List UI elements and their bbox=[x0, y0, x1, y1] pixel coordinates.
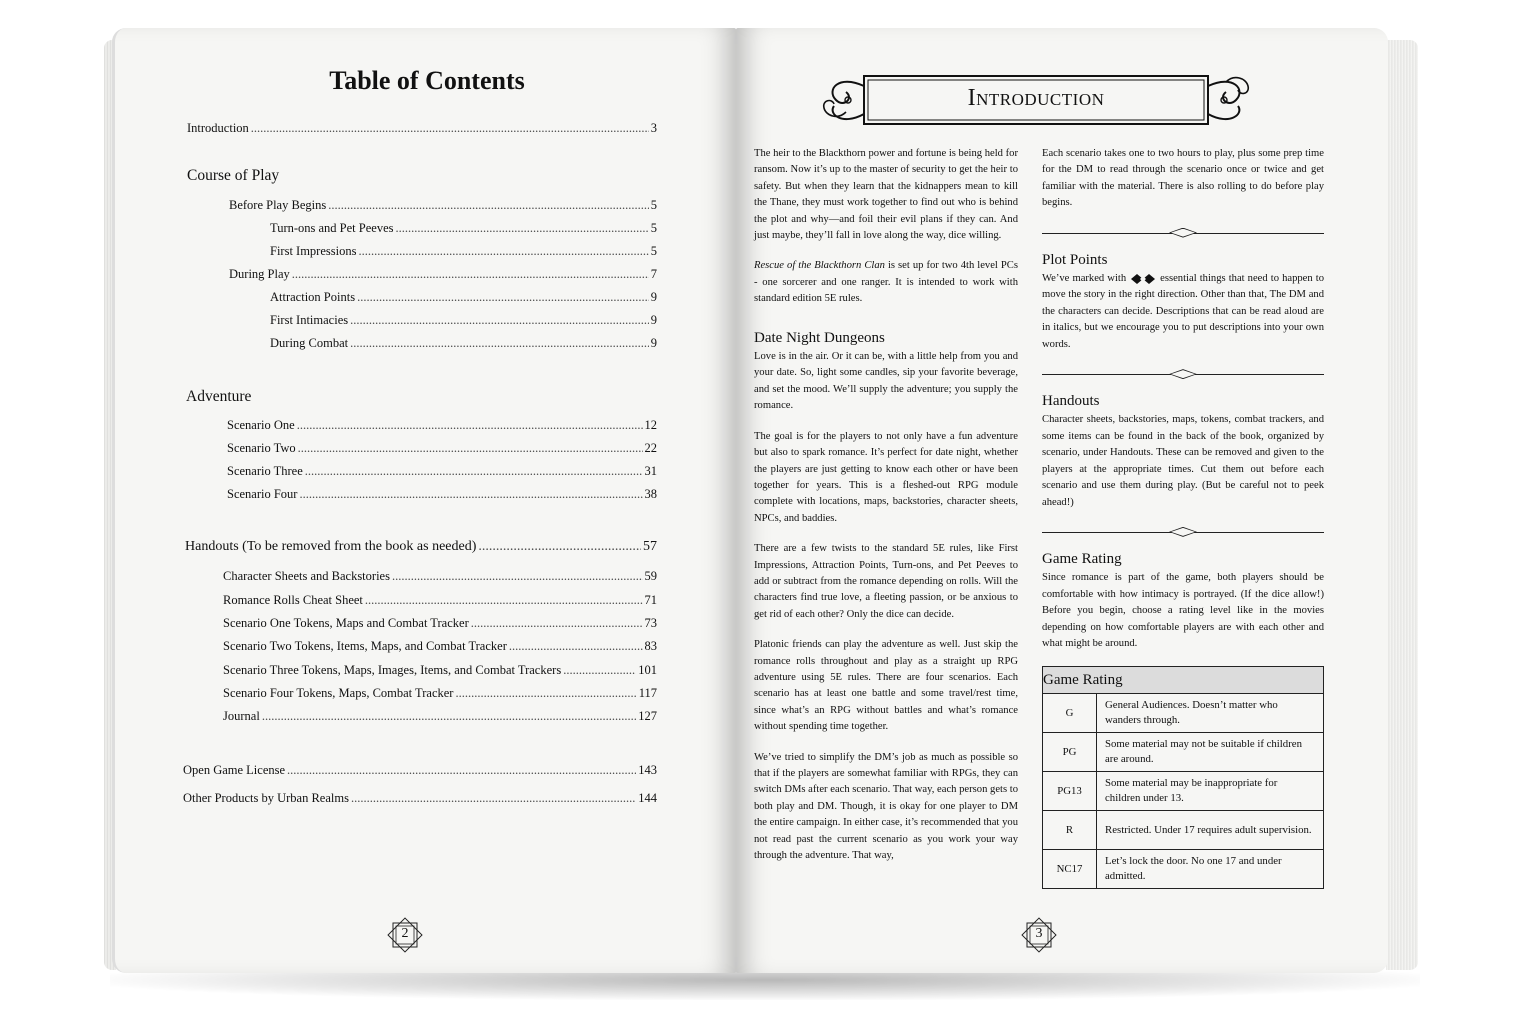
intro-paragraph: We’ve marked with essential things that need to happen to move the story in the right direction. Other than that, The DM and the characters can decide. Descriptions that can be read aloud are in italics, but we encourage you to put descriptions into your own words. bbox=[1042, 273, 1324, 350]
rating-description: Some material may not be suitable if children are around. bbox=[1097, 733, 1324, 772]
toc-entry[interactable]: First Impressions ..... 5 bbox=[270, 244, 657, 259]
left-page-toc bbox=[112, 28, 736, 973]
toc-entry-handouts[interactable]: Handouts (To be removed from the book as needed) ..... 57 bbox=[185, 539, 657, 555]
intro-paragraph: Since romance is part of the game, both players should be comfortable with how intimacy is portrayed. (If the dice allow!) Before you begin, choose a rating level like in the movies depending on how comfortable players are with each other and what might be around. bbox=[1042, 572, 1324, 649]
toc-entry[interactable]: Scenario Three Tokens, Maps, Images, Items, and Combat Trackers ..... 101 bbox=[223, 663, 657, 678]
intro-paragraph: We’ve tried to simplify the DM’s job as much as possible so that if the players are somewhat familiar with RPGs, they can switch DMs after each scenario. That way, each person gets to both play and DM. Though, it is okay for one player to DM the entire campaign. In either case, it’s recommended that you not read past the current scenario as you work your way through the adventure. That way, bbox=[754, 751, 1018, 862]
section-divider bbox=[1042, 367, 1324, 381]
toc-entry[interactable]: Romance Rolls Cheat Sheet ..... 71 bbox=[223, 593, 657, 608]
toc-entry[interactable]: Character Sheets and Backstories ..... 59 bbox=[223, 569, 657, 584]
toc-entry[interactable]: Scenario Two ..... 22 bbox=[227, 441, 657, 456]
toc-entry[interactable]: Turn-ons and Pet Peeves ..... 5 bbox=[270, 221, 657, 236]
heading-handouts: Handouts bbox=[1042, 393, 1100, 410]
toc-entry[interactable]: During Play ..... 7 bbox=[229, 267, 657, 282]
toc-entry[interactable]: First Intimacies ..... 9 bbox=[270, 313, 657, 328]
table-row bbox=[1043, 811, 1324, 850]
toc-entry-open-game-license[interactable]: Open Game License ..... 143 bbox=[183, 763, 657, 778]
toc-entry[interactable]: Scenario Four Tokens, Maps, Combat Tracker ..... 117 bbox=[223, 686, 657, 701]
right-page-edges bbox=[1386, 40, 1418, 970]
rating-description: Restricted. Under 17 requires adult supervision. bbox=[1097, 811, 1324, 850]
dice-marker-icon bbox=[1130, 274, 1156, 284]
toc-entry[interactable]: During Combat ..... 9 bbox=[270, 336, 657, 351]
section-divider bbox=[1042, 525, 1324, 539]
rating-code: PG bbox=[1043, 733, 1097, 772]
toc-entry-other-products[interactable]: Other Products by Urban Realms ..... 144 bbox=[183, 791, 657, 806]
toc-entry[interactable]: Journal ..... 127 bbox=[223, 709, 657, 724]
introduction-banner bbox=[818, 70, 1254, 132]
book-title-italic: Rescue of the Blackthorn Clan bbox=[754, 260, 885, 272]
toc-heading-adventure: Adventure bbox=[186, 388, 252, 405]
toc-entry[interactable]: Before Play Begins ..... 5 bbox=[229, 198, 657, 213]
intro-paragraph: Platonic friends can play the adventure as well. Just skip the romance rolls throughout and play as a straight up RPG adventure using 5E rules. There are four scenarios. Each scenario has at least one battle and some travel/rest time, since what’s an RPG without battles and what’s romance without spending time together. bbox=[754, 639, 1018, 733]
table-row bbox=[1043, 694, 1324, 733]
rating-code: PG13 bbox=[1043, 772, 1097, 811]
section-divider bbox=[1042, 226, 1324, 240]
page-number-badge-right: 3 bbox=[1019, 915, 1059, 955]
table-row bbox=[1043, 733, 1324, 772]
rating-code: NC17 bbox=[1043, 850, 1097, 889]
rating-description: General Audiences. Doesn’t matter who wanders through. bbox=[1097, 694, 1324, 733]
table-row bbox=[1043, 850, 1324, 889]
page-number-badge-left: 2 bbox=[385, 915, 425, 955]
intro-paragraph: Character sheets, backstories, maps, tokens, combat trackers, and some items can be found in the back of the book, organized by scenario, under Handouts. These can be removed and given to the players at the appropriate times. Cut them out before each scenario and use them during play. (But be careful not to peek ahead!) bbox=[1042, 414, 1324, 508]
intro-paragraph: There are a few twists to the standard 5E rules, like First Impressions, Attraction Points, Turn-ons, and Pet Peeves to add or subtract from the romance depending on rolls. Will the characters find true love, a fleeting passion, or be anxious to get rid of each other? Only the dice can decide. bbox=[754, 543, 1018, 620]
introduction-title: Introduction bbox=[967, 85, 1105, 111]
rating-description: Let’s lock the door. No one 17 and under admitted. bbox=[1097, 850, 1324, 889]
intro-paragraph: The goal is for the players to not only have a fun adventure but also to spark romance. It’s perfect for date night, whether the players are just getting to know each other or have been together for years. This is a fleshed-out RPG module complete with locations, maps, backstories, character sheets, NPCs, and baddies. bbox=[754, 430, 1018, 524]
toc-title: Table of Contents bbox=[329, 66, 525, 95]
toc-entry-introduction[interactable]: Introduction ..... 3 bbox=[187, 121, 657, 136]
toc-heading-course-of-play: Course of Play bbox=[187, 167, 280, 184]
intro-paragraph: The heir to the Blackthorn power and fortune is being held for ransom. Now it’s up to the master of security to get the heir to safety. But when they learn that the kidnappers mean to kill the Thane, they must work together to find out who is behind the plot and why—and foil their evil plans if they can. And just maybe, they’ll fall in love along the way, dice willing. bbox=[754, 148, 1018, 242]
table-row bbox=[1043, 772, 1324, 811]
toc-entry[interactable]: Scenario Three ..... 31 bbox=[227, 464, 657, 479]
rating-code: R bbox=[1043, 811, 1097, 850]
intro-column-left bbox=[754, 146, 1018, 878]
toc-entry[interactable]: Scenario One Tokens, Maps and Combat Tracker ..... 73 bbox=[223, 616, 657, 631]
intro-column-right bbox=[1042, 146, 1324, 889]
heading-game-rating: Game Rating bbox=[1042, 550, 1122, 567]
rating-description: Some material may be inappropriate for children under 13. bbox=[1097, 772, 1324, 811]
intro-paragraph: Rescue of the Blackthorn Clan is set up for two 4th level PCs - one sorcerer and one ranger. It is intended to work with standard edition 5E rules. bbox=[754, 260, 1018, 305]
game-rating-table-title: Game Rating bbox=[1043, 667, 1324, 694]
toc-entry[interactable]: Scenario One ..... 12 bbox=[227, 418, 657, 433]
heading-plot-points: Plot Points bbox=[1042, 251, 1108, 268]
game-rating-table bbox=[1042, 666, 1324, 889]
toc-entry[interactable]: Scenario Two Tokens, Items, Maps, and Combat Tracker ..... 83 bbox=[223, 639, 657, 654]
rating-code: G bbox=[1043, 694, 1097, 733]
right-page-introduction bbox=[736, 28, 1388, 973]
intro-paragraph: Love is in the air. Or it can be, with a little help from you and your date. So, light some candles, sip your favorite beverage, and set the mood. We’ll supply the adventure; you supply the romance. bbox=[754, 351, 1018, 412]
toc-entry[interactable]: Attraction Points ..... 9 bbox=[270, 290, 657, 305]
intro-paragraph: Each scenario takes one to two hours to play, plus some prep time for the DM to read through the scenario once or twice and get familiar with the material. There is also rolling to do before play begins. bbox=[1042, 148, 1324, 209]
heading-date-night-dungeons: Date Night Dungeons bbox=[754, 329, 885, 346]
toc-entry[interactable]: Scenario Four ..... 38 bbox=[227, 487, 657, 502]
